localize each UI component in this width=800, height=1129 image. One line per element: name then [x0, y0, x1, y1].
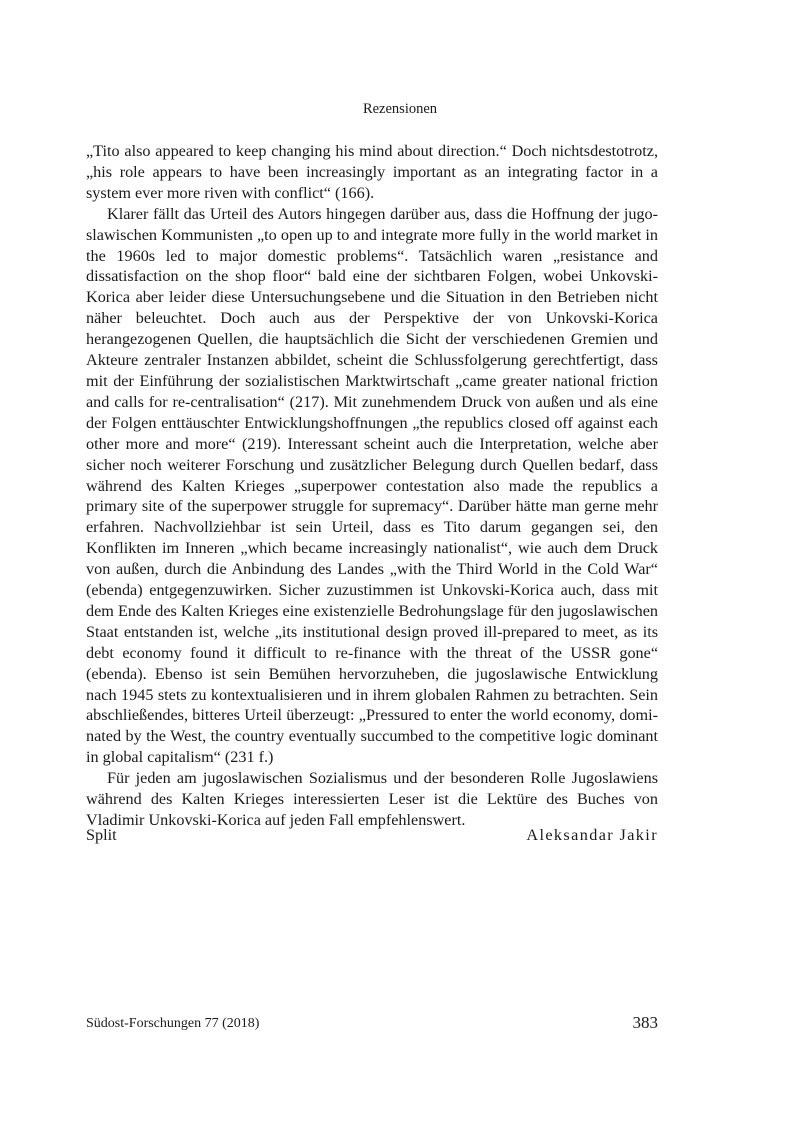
page-number: 383	[632, 1013, 658, 1032]
signature-author: Aleksandar Jakir	[526, 826, 658, 844]
paragraph-1: „Tito also appeared to keep changing his mind about direction.“ Doch nichtsdestotrotz, „his role appears to have been increasingly important as an integrating factor in a system ever more riven with conflict“ (166).	[86, 142, 658, 202]
review-body	[86, 141, 658, 831]
paragraph-3: Für jeden am jugoslawischen Sozialismus und der besonderen Rolle Jugoslawiens während des Kalten Krieges interessierten Leser ist die Lektüre des Buches von Vladimir Unkovski-Korica auf jeden Fall empfehlenswert.	[86, 769, 658, 829]
running-head: Rezensionen	[362, 101, 438, 117]
footer-journal-title: Südost-Forschungen 77 (2018)	[86, 1016, 260, 1031]
signature-place: Split	[86, 826, 117, 844]
paragraph-2: Klarer fällt das Urteil des Autors hingegen darüber aus, dass die Hoffnung der jugoslawischen Kommunisten „to open up to and integrate more fully in the world market in the 1960s led to major domestic problems“. Tatsächlich waren „resistance and dissatisfaction on the shop floor“ bald eine der sichtbaren Folgen, wobei Unkovski-Korica aber leider diese Untersuchungsebene und die Situation in den Betrieben nicht näher beleuchtet. Doch auch aus der Perspektive der von Unkovski-Korica herangezogenen Quellen, die hauptsächlich die Sicht der verschiedenen Gremien und Akteure zentraler Instanzen abbildet, scheint die Schlussfolgerung gerechtfertigt, dass mit der Einführung der sozialistischen Marktwirtschaft „came greater national friction and calls for re-centralisation“ (217). Mit zunehmendem Druck von außen und als eine der Folgen enttäuschter Entwicklungshoffnungen „the republics closed off against each other more and more“ (219). Interessant scheint auch die Interpretation, welche aber sicher noch weiterer Forschung und zusätzlicher Belegung durch Quellen bedarf, dass während des Kalten Krieges „superpower contestation also made the republics a primary site of the superpower struggle for supremacy“. Darüber hätte man gerne mehr erfahren. Nachvollziehbar ist sein Urteil, dass es Tito darum gegangen sei, den Konflikten im Inneren „which became increasingly nationalist“, wie auch dem Druck von außen, durch die Anbindung des Landes „with the Third World in the Cold War“ (ebenda) entgegenzuwirken. Sicher zuzustimmen ist Unkovski-Korica auch, dass mit dem Ende des Kalten Krieges eine existenzielle Bedrohungslage für den jugoslawischen Staat entstanden ist, welche „its institutional design proved ill-prepared to meet, as its debt economy found it difficult to re-finance with the threat of the USSR gone“ (ebenda). Ebenso ist sein Bemühen hervorzuheben, die jugoslawische Entwicklung nach 1945 stets zu kontextualisieren und in ihrem globalen Rahmen zu betrachten. Sein abschließendes, bitteres Urteil überzeugt: „Pressured to enter the world economy, dominated by the West, the country eventually succumbed to the competitive logic dominant in global capitalism“ (231 f.)	[86, 204, 658, 767]
